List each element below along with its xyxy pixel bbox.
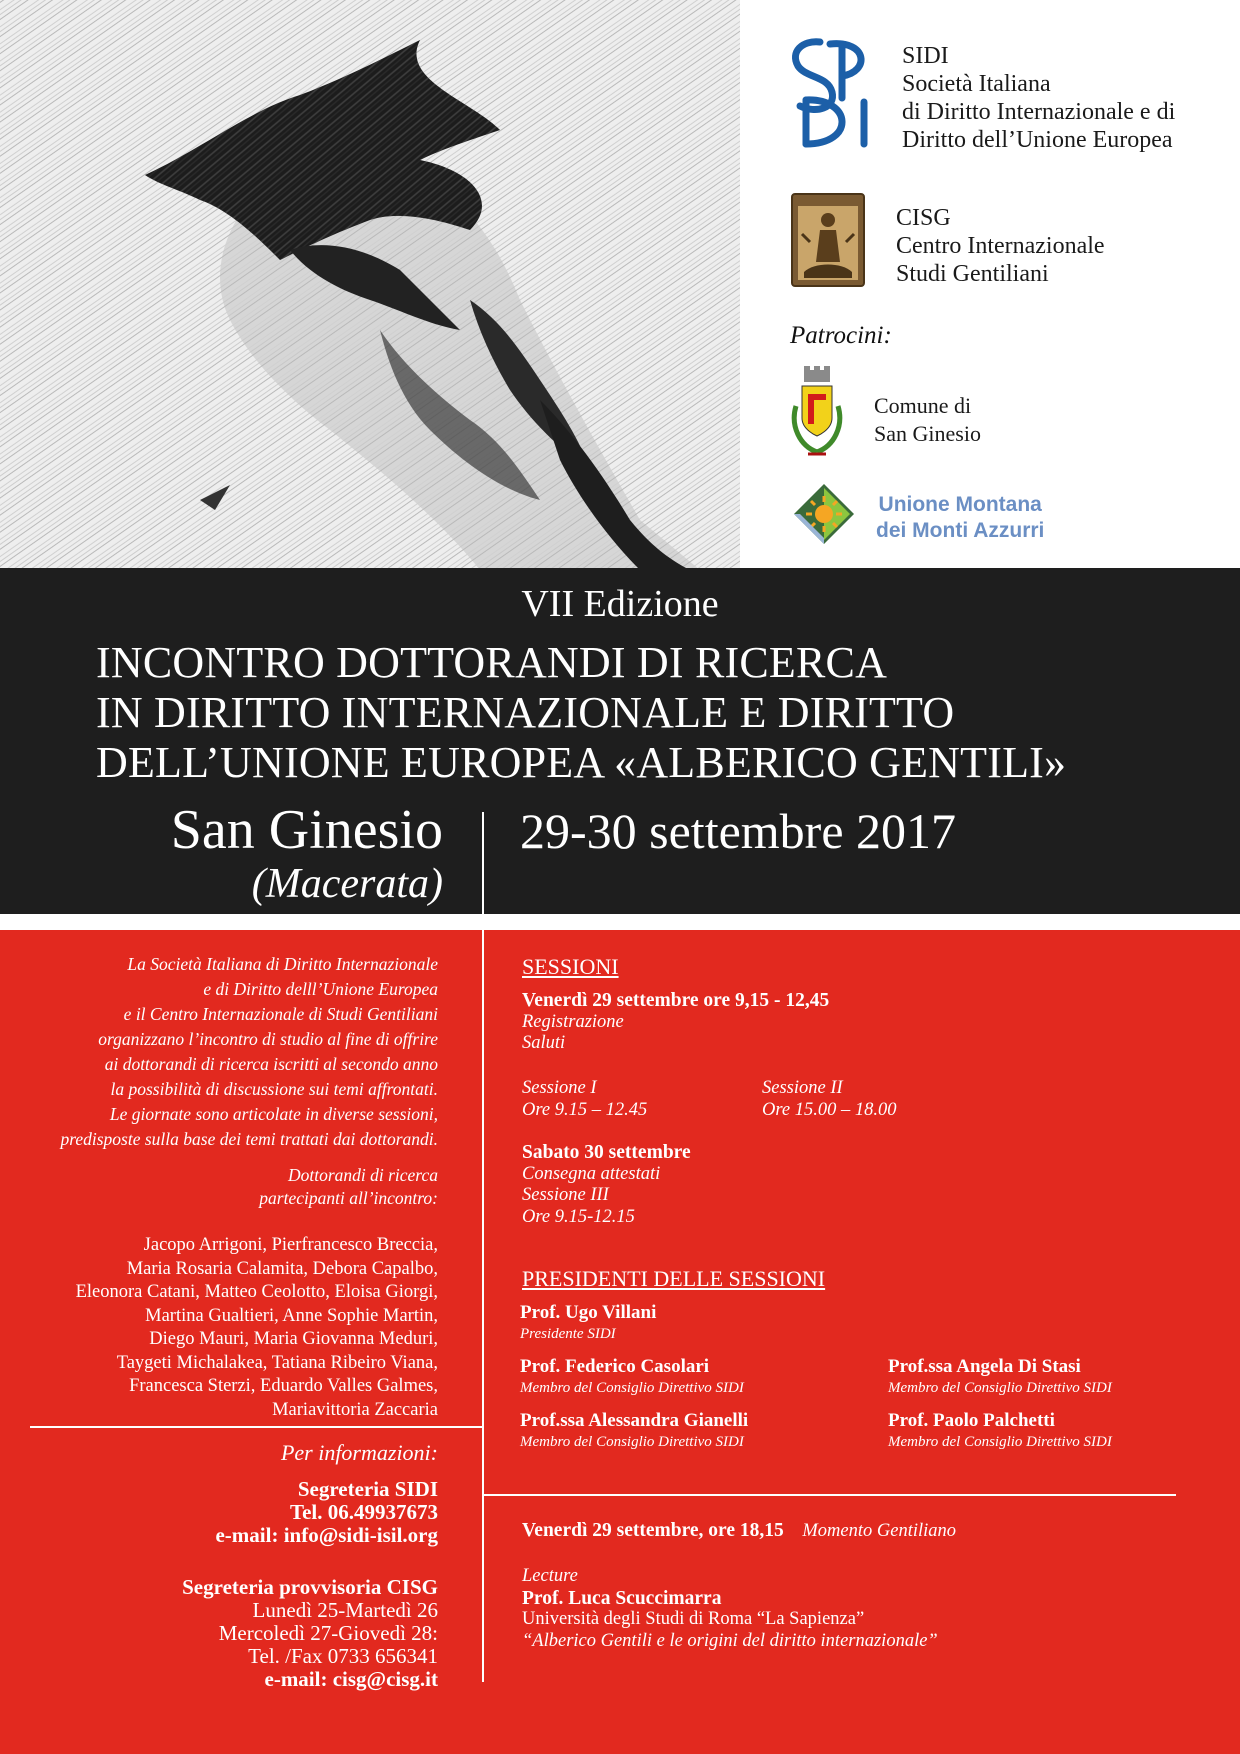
gentiliano-subtitle: Momento Gentiliano [802,1521,957,1541]
divider [30,1426,482,1428]
event-title [96,638,1216,788]
president-entry [520,1410,748,1452]
cisg-contact-tel: Tel. /Fax 0733 656341 [248,1644,438,1668]
session2-block [762,1078,896,1121]
sidi-logo-block [780,36,1175,154]
info-label: Per informazioni: [280,1440,438,1465]
lecture-title: “Alberico Gentili e le origini del diritto internazionale” [522,1630,938,1651]
sidi-monogram-icon [780,36,880,148]
day1-item: Registrazione [522,1011,624,1032]
unione-logo-block [792,482,1044,546]
participants-line: Mariavittoria Zaccaria [272,1399,438,1420]
president-role: Membro del Consiglio Direttivo SIDI [520,1434,744,1450]
day1-block [522,990,829,1055]
intro-line: e il Centro Internazionale di Studi Gentiliani [123,1004,438,1024]
column-divider [482,930,484,1682]
cisg-contact-days: Lunedì 25-Martedì 26 [252,1598,438,1622]
sidi-line: Diritto dell’Unione Europea [902,127,1173,153]
intro-text [8,952,438,1152]
president-name: Prof.ssa Alessandra Gianelli [520,1410,749,1431]
intro-line: La Società Italiana di Diritto Internazionale [127,954,438,974]
sidi-line: Società Italiana [902,71,1051,97]
session1-block [522,1078,647,1121]
cisg-contact-days: Mercoledì 27-Giovedì 28: [218,1621,438,1645]
participants-line: Eleonora Catani, Matteo Ceolotto, Eloisa Giorgi, [75,1282,438,1302]
presidents-heading: PRESIDENTI DELLE SESSIONI [522,1266,826,1291]
participants-label-line: Dottorandi di ricerca [287,1165,438,1185]
day2-item: Ore 9.15-12.15 [522,1206,635,1227]
cisg-line: CISG [896,205,951,231]
event-dates: 29-30 settembre 2017 [520,803,957,859]
participants-line: Diego Mauri, Maria Giovanna Meduri, [149,1329,438,1349]
intro-line: e di Diritto delll’Unione Europea [203,979,438,999]
president-role: Membro del Consiglio Direttivo SIDI [520,1380,744,1396]
intro-line: predisposte sulla base dei temi trattati dai dottorandi. [60,1129,438,1149]
comune-line: Comune di [874,393,972,418]
day2-item: Sessione III [522,1185,609,1205]
day2-block [522,1142,691,1228]
president-name: Prof.ssa Angela Di Stasi [888,1356,1081,1377]
title-band [0,568,1240,914]
comune-logo-block [790,366,981,464]
divider [484,1494,1176,1496]
cisg-emblem-icon [790,192,866,288]
unione-line: dei Monti Azzurri [876,519,1045,542]
cisg-line: Studi Gentiliani [896,261,1049,287]
participants-list [0,1234,438,1422]
intro-line: la possibilità di discussione sui temi affrontati. [110,1079,438,1099]
event-province: (Macerata) [251,861,443,907]
session2-time: Ore 15.00 – 18.00 [762,1099,897,1120]
day1-title: Venerdì 29 settembre ore 9,15 - 12,45 [522,990,830,1011]
participants-label [38,1164,438,1210]
session1-time: Ore 9.15 – 12.45 [522,1099,648,1120]
sidi-line: di Diritto Internazionale e di [902,99,1176,125]
sidi-contact-email-link[interactable]: e-mail: info@sidi-isil.org [215,1523,438,1547]
event-title-line: IN DIRITTO INTERNAZIONALE E DIRITTO [96,688,955,737]
participants-line: Taygeti Michalakea, Tatiana Ribeiro Viana, [116,1352,438,1373]
president-role: Membro del Consiglio Direttivo SIDI [888,1380,1112,1396]
lecture-kind: Lecture [522,1566,578,1586]
day2-item: Consegna attestati [522,1163,661,1184]
cisg-contact-email-link[interactable]: e-mail: cisg@cisg.it [264,1667,438,1691]
president-entry [520,1356,744,1398]
sessions-heading: SESSIONI [522,954,619,979]
sidi-contact-tel: Tel. 06.49937673 [290,1500,438,1524]
session2-name: Sessione II [762,1078,843,1098]
lecture-affiliation: Università degli Studi di Roma “La Sapienza” [522,1609,865,1629]
president-entry [888,1410,1112,1452]
sidi-contact-name: Segreteria SIDI [297,1477,438,1501]
intro-line: ai dottorandi di ricerca iscritti al secondo anno [104,1054,438,1074]
edition-label: VII Edizione [521,583,719,625]
portrait-artwork [0,0,740,570]
details-section [0,930,1240,1754]
comune-line: San Ginesio [874,421,981,446]
president-role: Membro del Consiglio Direttivo SIDI [888,1434,1112,1450]
president-name: Prof. Ugo Villani [520,1302,657,1323]
president-entry [888,1356,1112,1398]
day1-item: Saluti [522,1033,566,1053]
cisg-logo-block [790,192,1105,288]
participants-line: Martina Gualtieri, Anne Sophie Martin, [145,1305,438,1326]
intro-line: organizzano l’incontro di studio al fine di offrire [98,1029,438,1049]
unione-line: Unione Montana [878,493,1042,516]
event-city: San Ginesio [170,799,443,861]
column-divider [482,812,484,930]
cisg-contact-name: Segreteria provvisoria CISG [182,1575,438,1599]
cisg-line: Centro Internazionale [896,233,1105,259]
participants-label-line: partecipanti all’incontro: [259,1188,438,1208]
participants-line: Francesca Sterzi, Eduardo Valles Galmes, [129,1376,438,1396]
unione-montana-emblem-icon [792,482,856,546]
participants-line: Jacopo Arrigoni, Pierfrancesco Breccia, [143,1235,438,1255]
lecture-speaker: Prof. Luca Scuccimarra [522,1587,722,1609]
session1-name: Sessione I [522,1078,597,1098]
sidi-line: SIDI [902,43,949,69]
sidi-contact [215,1478,438,1547]
event-title-line: DELL’UNIONE EUROPEA «ALBERICO GENTILI» [96,738,1067,787]
gentiliano-title: Venerdì 29 settembre, ore 18,15 [522,1520,784,1541]
event-title-line: INCONTRO DOTTORANDI DI RICERCA [96,638,888,687]
president-role: Presidente SIDI [520,1326,616,1342]
president-name: Prof. Federico Casolari [520,1356,710,1377]
day2-title: Sabato 30 settembre [522,1142,691,1163]
cisg-contact [182,1576,438,1691]
patronage-label: Patrocini: [790,322,892,349]
president-name: Prof. Paolo Palchetti [888,1410,1055,1431]
participants-line: Maria Rosaria Calamita, Debora Capalbo, [126,1258,438,1279]
gentiliano-header [522,1520,956,1543]
lecture-block [522,1566,938,1652]
intro-line: Le giornate sono articolate in diverse sessioni, [109,1104,438,1124]
comune-coat-of-arms-icon [790,366,844,464]
president-entry [520,1302,656,1344]
